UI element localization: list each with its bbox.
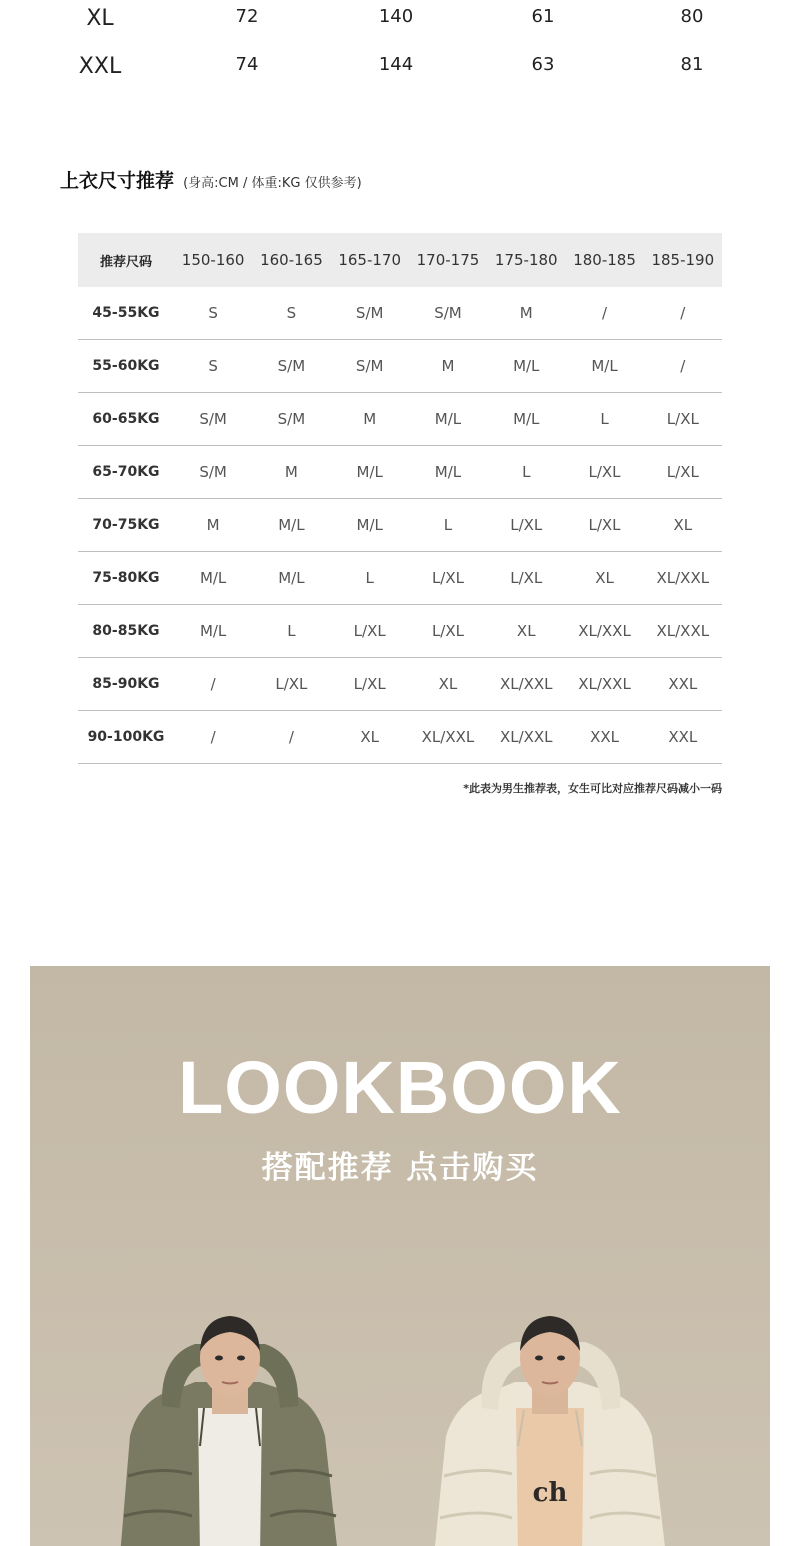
size-cell: XL/XXL [578, 675, 631, 693]
size-cell: L/XL [588, 463, 621, 481]
table-row [78, 711, 722, 764]
table-header-cell: 150-160 [181, 251, 245, 269]
table-header-cell: 160-165 [260, 251, 323, 269]
weight-range-cell: 85-90KG [92, 676, 160, 692]
weight-range-cell: 65-70KG [92, 464, 160, 480]
size-cell: XXL [590, 728, 619, 746]
size-cell: S [286, 304, 297, 322]
size-cell: XL [595, 569, 614, 587]
size-cell: L/XL [275, 675, 308, 693]
size-cell: / [680, 304, 686, 322]
size-cell: L/XL [353, 675, 386, 693]
table-row [78, 446, 722, 499]
size-cell: XXL [668, 728, 698, 746]
table-row [78, 340, 722, 393]
size-cell: XL/XXL [656, 569, 710, 587]
size-cell: M [284, 463, 298, 481]
size-cell: XL/XXL [499, 675, 553, 693]
size-cell: S/M [355, 304, 384, 322]
size-cell: M/L [278, 569, 305, 587]
size-cell: L/XL [431, 569, 464, 587]
size-cell: / [602, 304, 608, 322]
size-cell: S/M [355, 357, 384, 375]
table-header-cell: 175-180 [494, 251, 558, 269]
size-cell: L/XL [431, 622, 464, 640]
model-right-image [420, 1296, 680, 1546]
lookbook-banner[interactable] [30, 966, 770, 1546]
size-cell: L [365, 569, 374, 587]
size-cell: XL [516, 622, 536, 640]
size-cell: XL [438, 675, 458, 693]
size-cell: S [208, 304, 218, 322]
table-header [78, 233, 722, 287]
size-cell: S/M [199, 463, 227, 481]
size-cell: M/L [434, 410, 462, 428]
size-cell: M/L [278, 516, 305, 534]
table-header-cell: 180-185 [573, 251, 636, 269]
weight-range-cell: 55-60KG [92, 358, 160, 374]
size-cell: L/XL [353, 622, 386, 640]
size-value: 144 [378, 54, 414, 75]
size-cell: XXL [668, 675, 698, 693]
size-cell: M/L [356, 463, 383, 481]
size-cell: L/XL [588, 516, 621, 534]
size-cell: M/L [513, 357, 540, 375]
size-cell: / [210, 728, 216, 746]
weight-range-cell: 70-75KG [92, 517, 160, 533]
size-value: 61 [531, 6, 555, 27]
size-cell: S/M [199, 410, 227, 428]
size-cell: S/M [434, 304, 462, 322]
size-label: XXL [78, 54, 122, 79]
size-cell: L/XL [666, 463, 699, 481]
lookbook-subtitle: 搭配推荐 点击购买 [261, 1150, 539, 1186]
size-cell: XL/XXL [421, 728, 475, 746]
size-cell: L/XL [510, 516, 543, 534]
size-cell: M/L [199, 569, 227, 587]
size-value: 140 [378, 6, 414, 27]
size-cell: L/XL [510, 569, 543, 587]
section-title [60, 166, 362, 193]
table-row [78, 393, 722, 446]
table-body [78, 287, 722, 764]
size-row-xxl [0, 54, 800, 94]
table-row [78, 658, 722, 711]
weight-range-cell: 45-55KG [92, 305, 160, 321]
table-row [78, 499, 722, 552]
shirt-logo-text: ch [532, 1478, 568, 1508]
size-cell: L/XL [666, 410, 699, 428]
model-left-image [100, 1296, 360, 1546]
table-row [78, 287, 722, 340]
size-cell: XL [673, 516, 693, 534]
table-row [78, 605, 722, 658]
size-value: 63 [531, 54, 555, 75]
size-cell: M [519, 304, 533, 322]
section-title-main: 上衣尺寸推荐 [60, 170, 175, 192]
table-header-cell: 170-175 [416, 251, 480, 269]
size-cell: XL/XXL [578, 622, 631, 640]
size-cell: S/M [277, 357, 306, 375]
weight-range-cell: 75-80KG [92, 570, 160, 586]
size-cell: M [363, 410, 377, 428]
size-cell: L [600, 410, 609, 428]
weight-range-cell: 80-85KG [92, 623, 160, 639]
size-cell: L [443, 516, 453, 534]
size-cell: XL/XXL [499, 728, 553, 746]
table-header-cell: 165-170 [338, 251, 402, 269]
size-label: XL [86, 6, 114, 31]
section-title-sub: (身高:CM / 体重:KG 仅供参考) [183, 176, 362, 191]
size-cell: M/L [434, 463, 462, 481]
table-header-cell: 推荐尺码 [99, 254, 152, 270]
size-cell: L [287, 622, 296, 640]
table-header-cell: 185-190 [651, 251, 715, 269]
size-row-xl [0, 6, 800, 46]
size-recommendation-table [78, 233, 722, 764]
size-cell: S/M [277, 410, 306, 428]
size-cell: M/L [356, 516, 383, 534]
size-cell: L [522, 463, 531, 481]
size-cell: M [206, 516, 220, 534]
size-cell: / [210, 675, 216, 693]
weight-range-cell: 60-65KG [92, 411, 160, 427]
size-cell: / [680, 357, 686, 375]
size-cell: M/L [591, 357, 618, 375]
table-footnote: *此表为男生推荐表，女生可比对应推荐尺码减小一码 [463, 782, 722, 795]
weight-range-cell: 90-100KG [87, 729, 165, 745]
size-value: 80 [680, 6, 704, 27]
size-cell: M [441, 357, 455, 375]
size-cell: S [208, 357, 218, 375]
size-cell: XL [360, 728, 379, 746]
size-cell: / [288, 728, 294, 746]
size-value: 74 [235, 54, 259, 75]
size-value: 81 [680, 54, 704, 75]
size-cell: XL/XXL [656, 622, 710, 640]
size-cell: M/L [199, 622, 227, 640]
table-row [78, 552, 722, 605]
size-value: 72 [235, 6, 259, 27]
lookbook-title: LOOKBOOK [178, 1046, 622, 1129]
size-cell: M/L [513, 410, 540, 428]
